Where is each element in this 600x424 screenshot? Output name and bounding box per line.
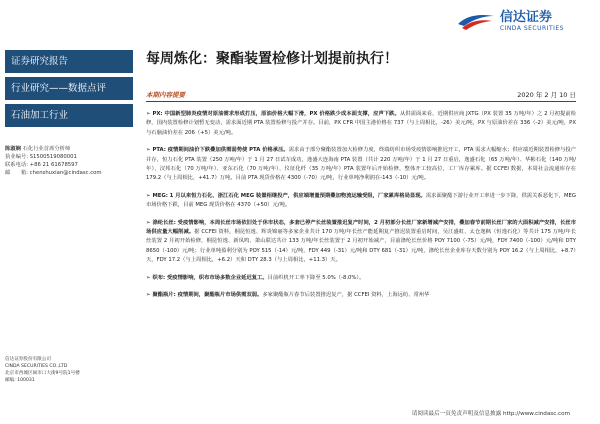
brand-name-en: CINDA SECURITIES	[499, 24, 564, 32]
summary-label: 本期内容提要	[146, 91, 185, 99]
paragraph-highlight: 织布: 受疫情影响，织布市场多数企业延迟复工。	[152, 274, 268, 281]
bullet-arrow-icon: ➢	[146, 111, 151, 117]
bullet-arrow-icon: ➢	[146, 292, 151, 299]
bullet-arrow-icon: ➢	[146, 219, 151, 226]
page-footer: 请阅读最后一页免责声明及信息披露 http://www.cindasc.com	[411, 411, 570, 417]
paragraph-highlight: MEG: 1 月以来恒力石化、浙江石化 MEG 装置相继投产，供应端增量预期叠加物流运输受阻，厂家累库格局显现。	[152, 192, 426, 199]
bullet-arrow-icon: ➢	[146, 147, 151, 154]
company-postcode: 邮编: 100031	[5, 378, 35, 383]
paragraph-pta	[146, 146, 576, 184]
phone-number: +86 21 61678597	[29, 162, 78, 168]
company-contact	[5, 356, 133, 384]
paragraph-weaving	[146, 274, 576, 283]
paragraph-highlight: 聚酯瓶片: 疫情期间，聚酯瓶片市场供需双弱。	[152, 292, 263, 299]
license-number: S1500519080001	[29, 154, 77, 160]
cinda-swoosh-icon	[456, 10, 496, 32]
phone-label: 联系电话:	[5, 162, 28, 168]
paragraph-text: 从供需面来看，近期供应商 JXTG（PX 装置 35 万吨/年）之 2 月初提前检修，国内装置检修计划暂无变动，需求面近期 PTA 装置检修与投产并存。目前，PX CFR 中国主港价格在 737（与上周相比，-26）美元/吨，PX 与原油价差在 336（-2）美元/吨，PX 与石脑油价差在 206（+5）美元/吨。	[146, 111, 576, 136]
paragraph-polyester-filament	[146, 219, 576, 266]
paragraph-text: 目前织机开工率下降至 5.0%（-8.0%）。	[267, 274, 365, 281]
analyst-role: 石化行业首席分析师	[22, 146, 71, 152]
nav-industry: 石油加工行业	[5, 104, 133, 127]
nav-report-type: 证券研究报告	[5, 50, 133, 73]
paragraph-highlight: PX: 中国新型肺炎疫情对原油需求形成打压，原油价格大幅下滑，PX 价格跌少成本面支撑，应声下跌。	[152, 111, 400, 117]
paragraph-highlight: PTA: 疫情期间油价下跌叠加供需弱势使 PTA 价格承压。	[152, 147, 289, 154]
bullet-arrow-icon: ➢	[146, 192, 151, 199]
email-address[interactable]: chenshuxian@cindasc.com	[29, 170, 102, 176]
paragraph-px	[146, 110, 576, 138]
company-name-en: CINDA SECURITIES CO.,LTD	[5, 364, 68, 369]
brand-logo	[456, 10, 564, 32]
left-sidebar	[5, 50, 133, 177]
paragraph-text: 需求面聚酯下游行业开工率进一步下降，供需关系恶化下，MEG 市场价格下跌，目前 MEG 现货价格在 4370（+50）元/吨。	[146, 192, 576, 209]
analyst-name: 陈淑娴	[5, 146, 21, 152]
nav-research-type: 行业研究——数据点评	[5, 77, 133, 100]
license-label: 执业编号:	[5, 154, 28, 160]
bullet-arrow-icon: ➢	[146, 274, 151, 281]
paragraph-meg	[146, 192, 576, 211]
paragraph-highlight: 涤纶长丝: 受疫情影响，本周长丝市场依旧处于休市状态，多套已停产长丝装置推迟复产时间，2 月初部分长丝厂家新增减产安排，叠加春节前期长丝厂家的大面积减产安排，长丝市场供应量大幅削减。	[146, 219, 576, 236]
paragraph-text: 多家聚酯瓶片春节后装置推迟复产，据 CCFEI 资料，上海远纺、常州华	[262, 292, 430, 299]
company-name-cn: 信达证券股份有限公司	[5, 357, 51, 362]
email-label: 邮 箱:	[5, 170, 28, 176]
report-title: 每周炼化：聚酯装置检修计划提前执行！	[146, 51, 398, 67]
paragraph-text: 需求由于部分聚酯装置加大检修力度，终端纺织市场受疫情影响推迟开工，PTA 需求大幅缩水；供应端近期装置检修与投产并存，恒力石化 PTA 装置（250 万吨/年）于 1 月 27 日试车成功，逸盛大连海南 PTA 装置（共计 220 万吨/年）于 1 月 27 日重启，逸盛石化（65 万吨/年）、华彬石化（140 万吨/年）、汉邦石化（70 万吨/年）、亚东石化（70 万吨/年）、仪征化纤（35 万吨/年）PTA 装置年后开始检修，整体开工较高位，工厂库存累库。据 CCFEI 数据，本周社会流通库存在 179.2（与上周相比，+41.7）万吨。目前 PTA 现货价格在 4300（-70）元/吨，行业单吨净利润在-143（-10）元/吨。	[146, 147, 576, 182]
paragraph-text: 据 CCFEI 资料，桐昆恒逸、辉炎锦丽等多家企业共计 170 万吨/年长丝产能延期复产推迟装置重启时间，吴江盛虹、太仓逸枫（恒逸石化）等共计 175 万吨/年长丝装置 2 月初开始检修，桐昆恒逸、新凤鸣、萧山联达共计 133 万吨/年长丝装置于 2 月初开始减产，目前涤纶长丝价格 POY 7100（-75）元/吨，FDY 7400（-100）元/吨和 DTY 8650（-100）元/吨；行业单吨盈利分别为 POY 515（-14）元/吨，FDY 449（-31）元/吨和 DTY 681（-31）元/吨，涤纶长丝企业库存天数分别为 POY 16.2（与上周相比，+8.7）天，FDY 17.2（与上周相比，+6.2）天和 DTY 28.3（与上周相比，+11.3）天。	[146, 229, 576, 264]
brand-name-cn: 信达证券	[499, 9, 552, 25]
summary-header	[146, 90, 576, 102]
report-date: 2020 年 2 月 10 日	[517, 91, 576, 99]
paragraph-bottle-chip	[146, 291, 576, 300]
report-body	[146, 50, 576, 301]
analyst-info	[5, 145, 133, 177]
company-address: 北京市西城区闹市口大街9号院1号楼	[5, 371, 80, 376]
